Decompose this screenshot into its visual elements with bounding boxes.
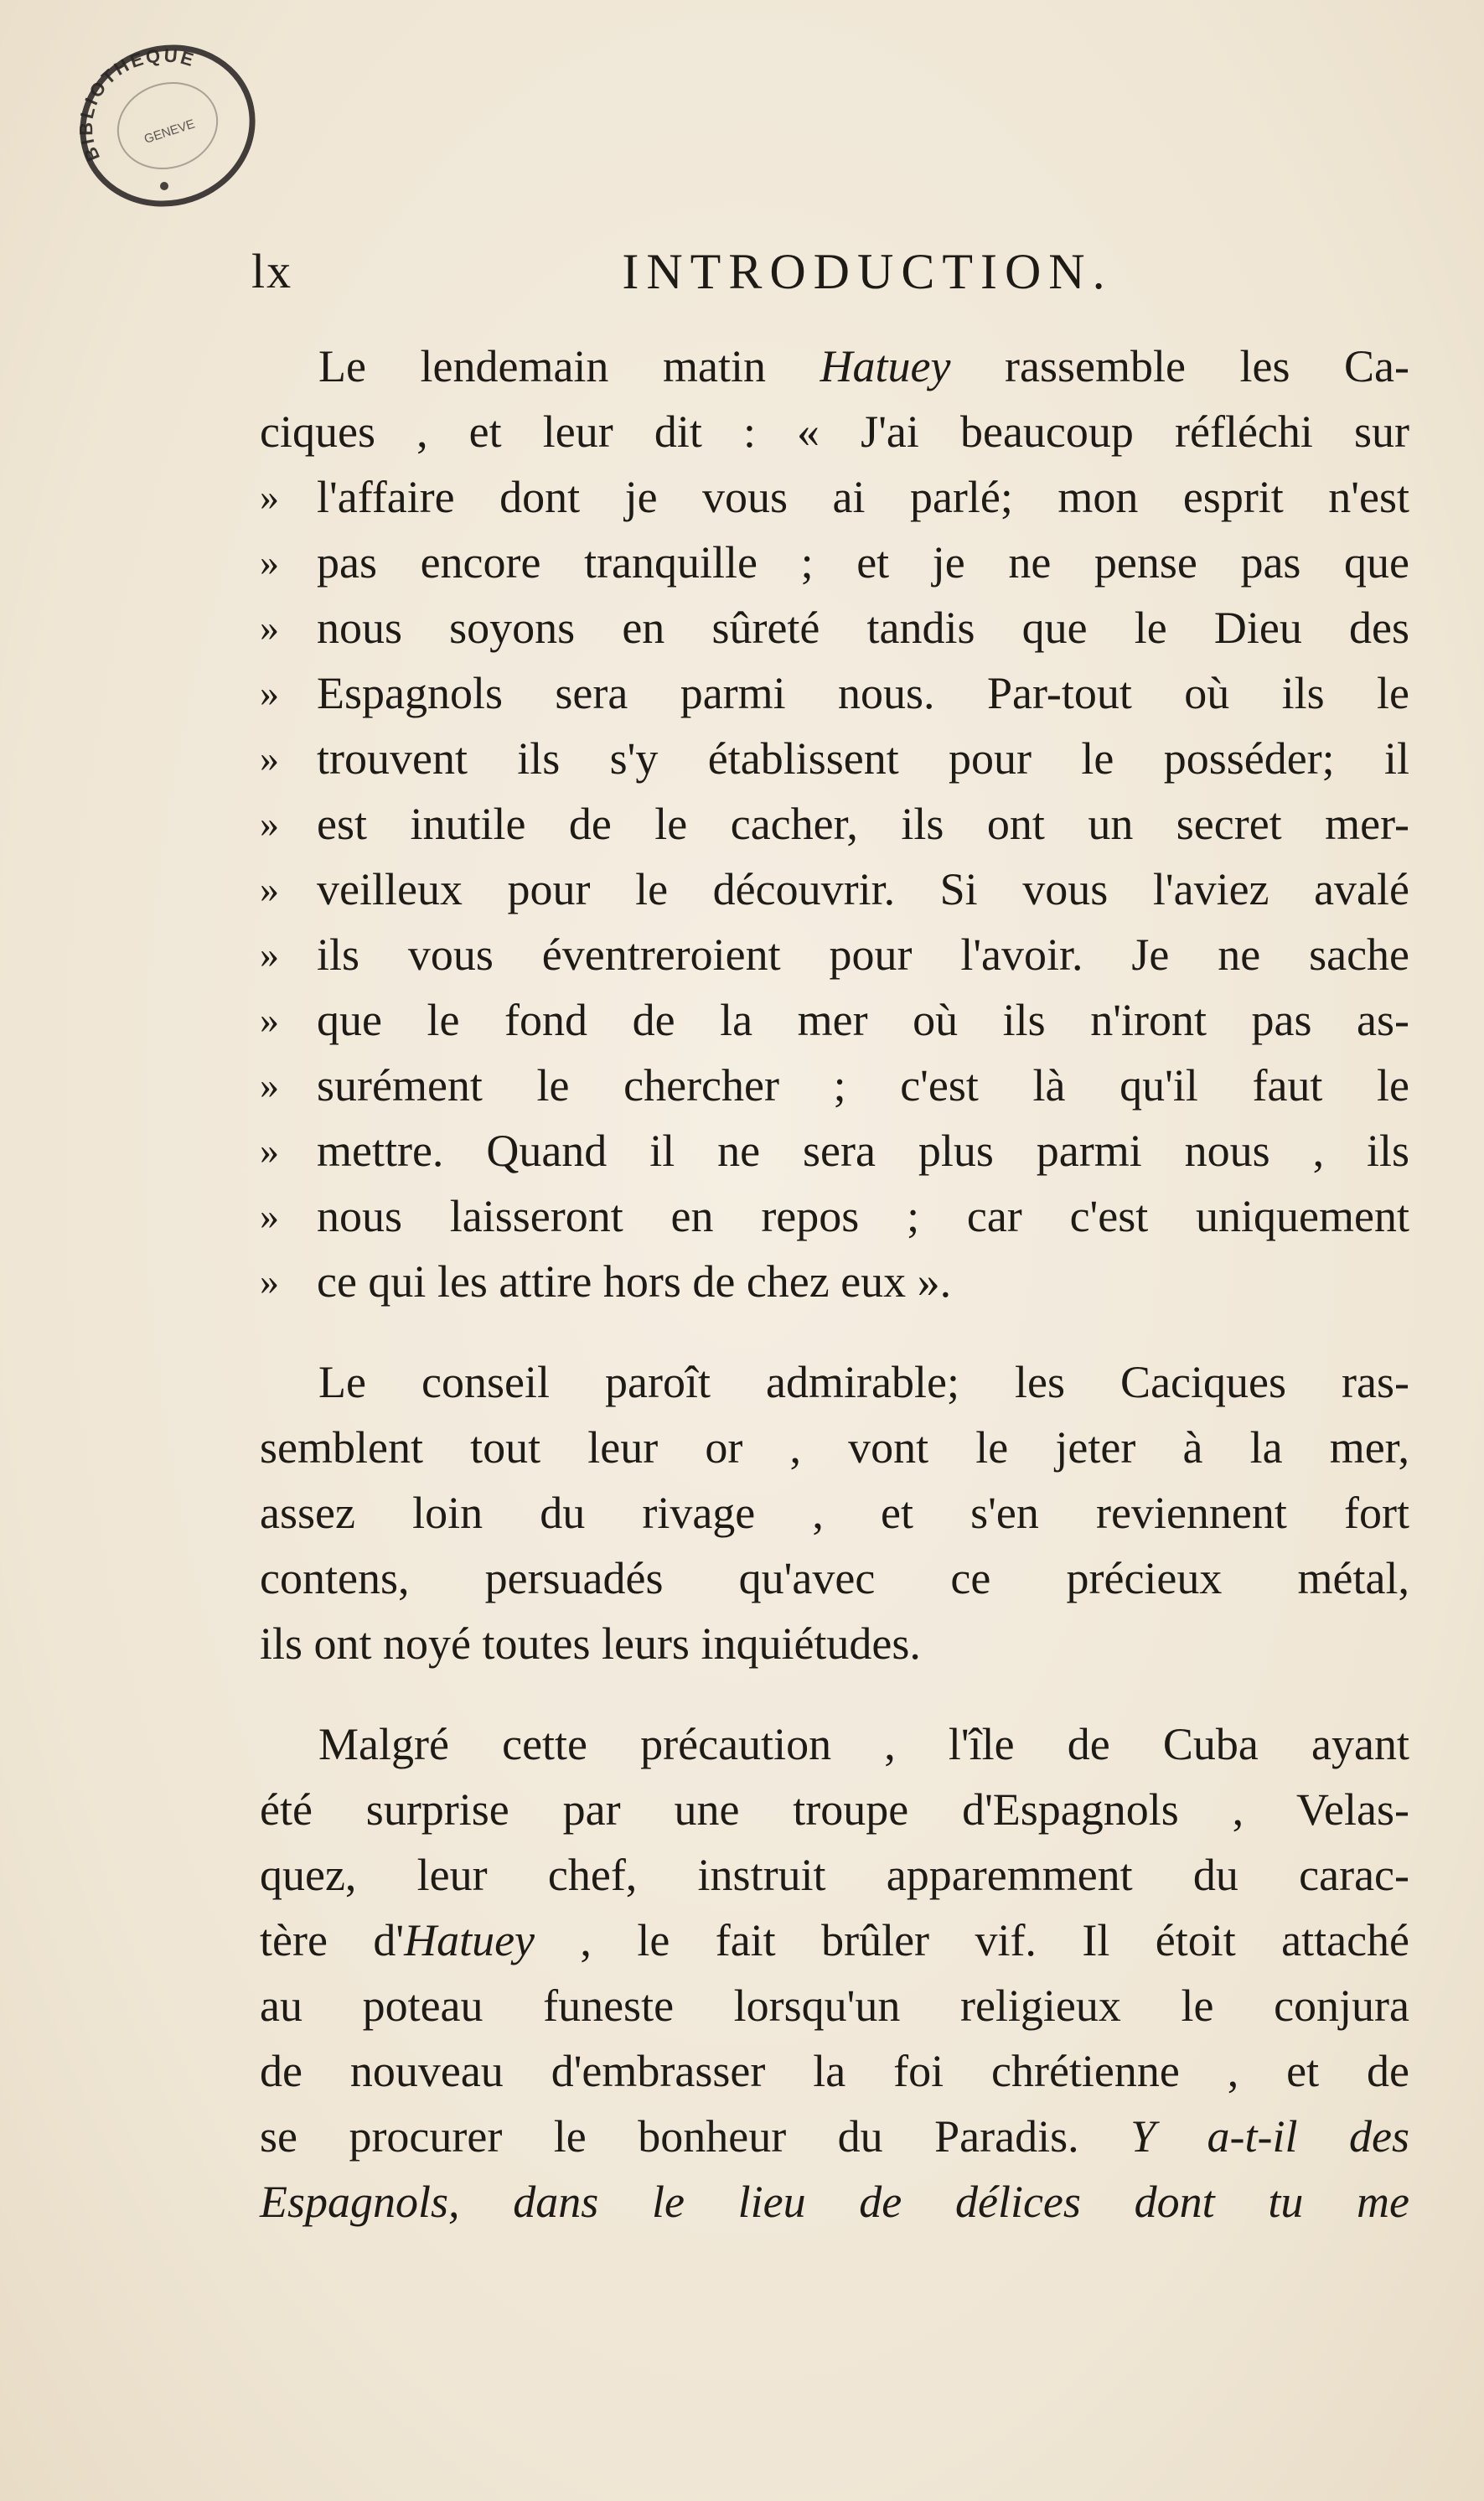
quote-mark: » [260, 867, 279, 910]
text-line [260, 595, 1409, 660]
library-stamp [65, 32, 266, 216]
body-text [260, 334, 1409, 2234]
page-number: lx [251, 244, 293, 298]
line-text: nous soyons en sûreté tandis que le Dieu des [317, 603, 1409, 653]
quote-mark: » [260, 671, 279, 714]
text-line [260, 1349, 1409, 1415]
line-text: Le lendemain matin Hatuey rassemble les Ca- [318, 341, 1409, 391]
quote-mark: » [260, 1194, 279, 1237]
text-line [260, 1711, 1409, 1777]
line-text: au poteau funeste lorsqu'un religieux le conjura [260, 1981, 1409, 2031]
line-text: quez, leur chef, instruit apparemment du carac- [260, 1850, 1409, 1900]
line-text: ce qui les attire hors de chez eux ». [317, 1256, 952, 1307]
line-text: trouvent ils s'y établissent pour le posséder; il [317, 733, 1409, 784]
page-title: INTRODUCTION. [622, 244, 1113, 299]
line-text: ciques , et leur dit : « J'ai beaucoup réfléchi sur [260, 406, 1409, 457]
quote-mark: » [260, 1064, 279, 1106]
stamp-inner-text: GENEVE [142, 117, 197, 147]
text-line [260, 1118, 1409, 1183]
svg-text:BIBLIOTHEQUE [75, 44, 199, 164]
text-line [260, 1415, 1409, 1480]
line-text: Espagnols sera parmi nous. Par-tout où ils le [317, 668, 1409, 718]
line-text: de nouveau d'embrasser la foi chrétienne , et de [260, 2046, 1409, 2096]
text-line [260, 2104, 1409, 2169]
paragraph-gap [260, 1314, 1409, 1349]
quote-mark: » [260, 1260, 279, 1302]
text-line [260, 1842, 1409, 1908]
quote-mark: » [260, 1129, 279, 1172]
stamp-text: BIBLIOTHEQUE [75, 44, 199, 165]
line-text: mettre. Quand il ne sera plus parmi nous , ils [317, 1126, 1409, 1176]
text-line [260, 1908, 1409, 1973]
text-line [260, 1777, 1409, 1842]
quote-mark: » [260, 606, 279, 649]
paragraph-gap [260, 1676, 1409, 1711]
quote-mark: » [260, 475, 279, 518]
running-head [251, 243, 1416, 310]
text-line [260, 2038, 1409, 2104]
line-text: ils ont noyé toutes leurs inquiétudes. [260, 1618, 921, 1669]
text-line [260, 1053, 1409, 1118]
text-line [260, 857, 1409, 922]
line-text: pas encore tranquille ; et je ne pense pas que [317, 537, 1409, 588]
quote-mark: » [260, 802, 279, 845]
text-line [260, 1973, 1409, 2038]
text-line [260, 1183, 1409, 1249]
line-text: tère d'Hatuey , le fait brûler vif. Il étoit attaché [260, 1915, 1410, 1965]
line-text: que le fond de la mer où ils n'iront pas as- [317, 995, 1409, 1045]
text-line [260, 987, 1409, 1053]
line-text: Espagnols, dans le lieu de délices dont tu me [260, 2177, 1409, 2227]
line-text: se procurer le bonheur du Paradis. Y a-t-il des [260, 2111, 1409, 2162]
line-text: ils vous éventreroient pour l'avoir. Je ne sache [317, 929, 1409, 980]
quote-mark: » [260, 737, 279, 779]
quote-mark: » [260, 998, 279, 1041]
text-line [260, 726, 1409, 791]
line-text: assez loin du rivage , et s'en reviennent fort [260, 1488, 1409, 1538]
quote-mark: » [260, 933, 279, 976]
line-text: été surprise par une troupe d'Espagnols , Velas- [260, 1784, 1409, 1835]
quote-mark: » [260, 541, 279, 583]
line-text: l'affaire dont je vous ai parlé; mon esprit n'est [317, 472, 1409, 522]
text-line [260, 530, 1409, 595]
text-line [260, 660, 1409, 726]
line-text: semblent tout leur or , vont le jeter à la mer, [260, 1422, 1409, 1473]
text-line [260, 399, 1409, 464]
line-text: Le conseil paroît admirable; les Caciques ras- [318, 1357, 1409, 1407]
line-text: Malgré cette précaution , l'île de Cuba ayant [318, 1719, 1409, 1769]
text-line [260, 334, 1409, 399]
text-line [260, 922, 1409, 987]
text-line [260, 791, 1409, 857]
text-line [260, 1249, 1409, 1314]
text-line [260, 1611, 1409, 1676]
text-line [260, 1480, 1409, 1546]
text-line [260, 2169, 1409, 2234]
line-text: surément le chercher ; c'est là qu'il faut le [317, 1060, 1409, 1111]
text-line [260, 1546, 1409, 1611]
text-line [260, 464, 1409, 530]
line-text: est inutile de le cacher, ils ont un secret mer- [317, 799, 1409, 849]
line-text: nous laisseront en repos ; car c'est uniquement [317, 1191, 1409, 1241]
line-text: contens, persuadés qu'avec ce précieux métal, [260, 1553, 1409, 1603]
line-text: veilleux pour le découvrir. Si vous l'aviez avalé [317, 864, 1409, 914]
